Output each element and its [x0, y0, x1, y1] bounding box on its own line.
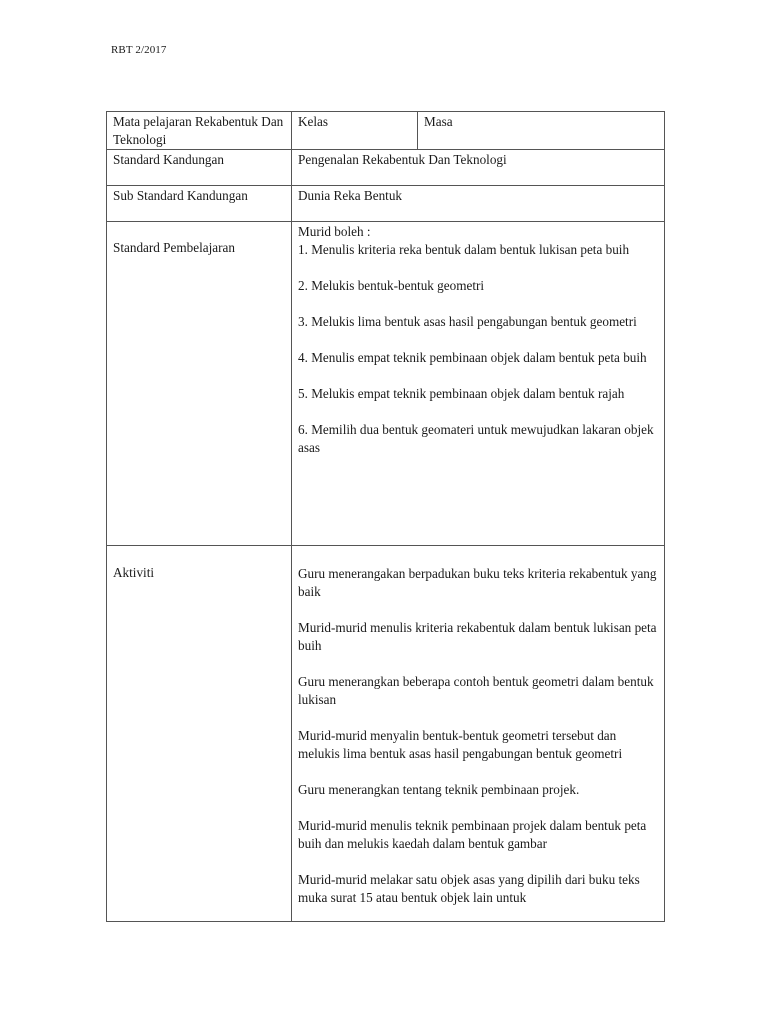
- learning-standard-intro: Murid boleh :: [298, 224, 371, 239]
- activity-item: Murid-murid menulis kriteria rekabentuk dalam bentuk lukisan peta buih: [298, 620, 657, 653]
- activity-item: Guru menerangkan beberapa contoh bentuk geometri dalam bentuk lukisan: [298, 674, 654, 707]
- document-code: RBT 2/2017: [111, 44, 167, 56]
- learning-standard-item: 6. Memilih dua bentuk geomateri untuk mewujudkan lakaran objek asas: [298, 422, 654, 455]
- learning-standard-item: 4. Menulis empat teknik pembinaan objek dalam bentuk peta buih: [298, 350, 647, 365]
- table-row-content-standard: [107, 150, 665, 186]
- table-row-sub-content-standard: [107, 186, 665, 222]
- learning-standard-item: 5. Melukis empat teknik pembinaan objek dalam bentuk rajah: [298, 386, 625, 401]
- activity-item: Murid-murid menulis teknik pembinaan projek dalam bentuk peta buih dan melukis kaedah dalam bentuk gambar: [298, 818, 647, 851]
- learning-standard-item: 3. Melukis lima bentuk asas hasil pengabungan bentuk geometri: [298, 314, 637, 329]
- activities-label: Aktiviti: [107, 546, 292, 922]
- activity-item: Guru menerangakan berpadukan buku teks kriteria rekabentuk yang baik: [298, 566, 657, 599]
- sub-content-standard-value: Dunia Reka Bentuk: [292, 186, 665, 222]
- class-cell: Kelas: [292, 112, 418, 150]
- activity-item: Murid-murid melakar satu objek asas yang dipilih dari buku teks muka surat 15 atau bentuk objek lain untuk: [298, 872, 640, 905]
- table-row-activities: [107, 546, 665, 922]
- activity-item: Murid-murid menyalin bentuk-bentuk geometri tersebut dan melukis lima bentuk asas hasil pengabungan bentuk geometri: [298, 728, 623, 761]
- table-row-subject: [107, 112, 665, 150]
- learning-standard-item: 1. Menulis kriteria reka bentuk dalam bentuk lukisan peta buih: [298, 242, 630, 257]
- learning-standard-label: Standard Pembelajaran: [107, 222, 292, 546]
- lesson-plan-table: [106, 111, 665, 922]
- table-row-learning-standard: [107, 222, 665, 546]
- sub-content-standard-label: Sub Standard Kandungan: [107, 186, 292, 222]
- subject-cell: Mata pelajaran Rekabentuk Dan Teknologi: [107, 112, 292, 150]
- content-standard-value: Pengenalan Rekabentuk Dan Teknologi: [292, 150, 665, 186]
- learning-standard-item: 2. Melukis bentuk-bentuk geometri: [298, 278, 485, 293]
- content-standard-label: Standard Kandungan: [107, 150, 292, 186]
- time-cell: Masa: [418, 112, 665, 150]
- learning-standard-value: [292, 222, 665, 546]
- activities-value: [292, 546, 665, 922]
- activity-item: Guru menerangkan tentang teknik pembinaan projek.: [298, 782, 580, 797]
